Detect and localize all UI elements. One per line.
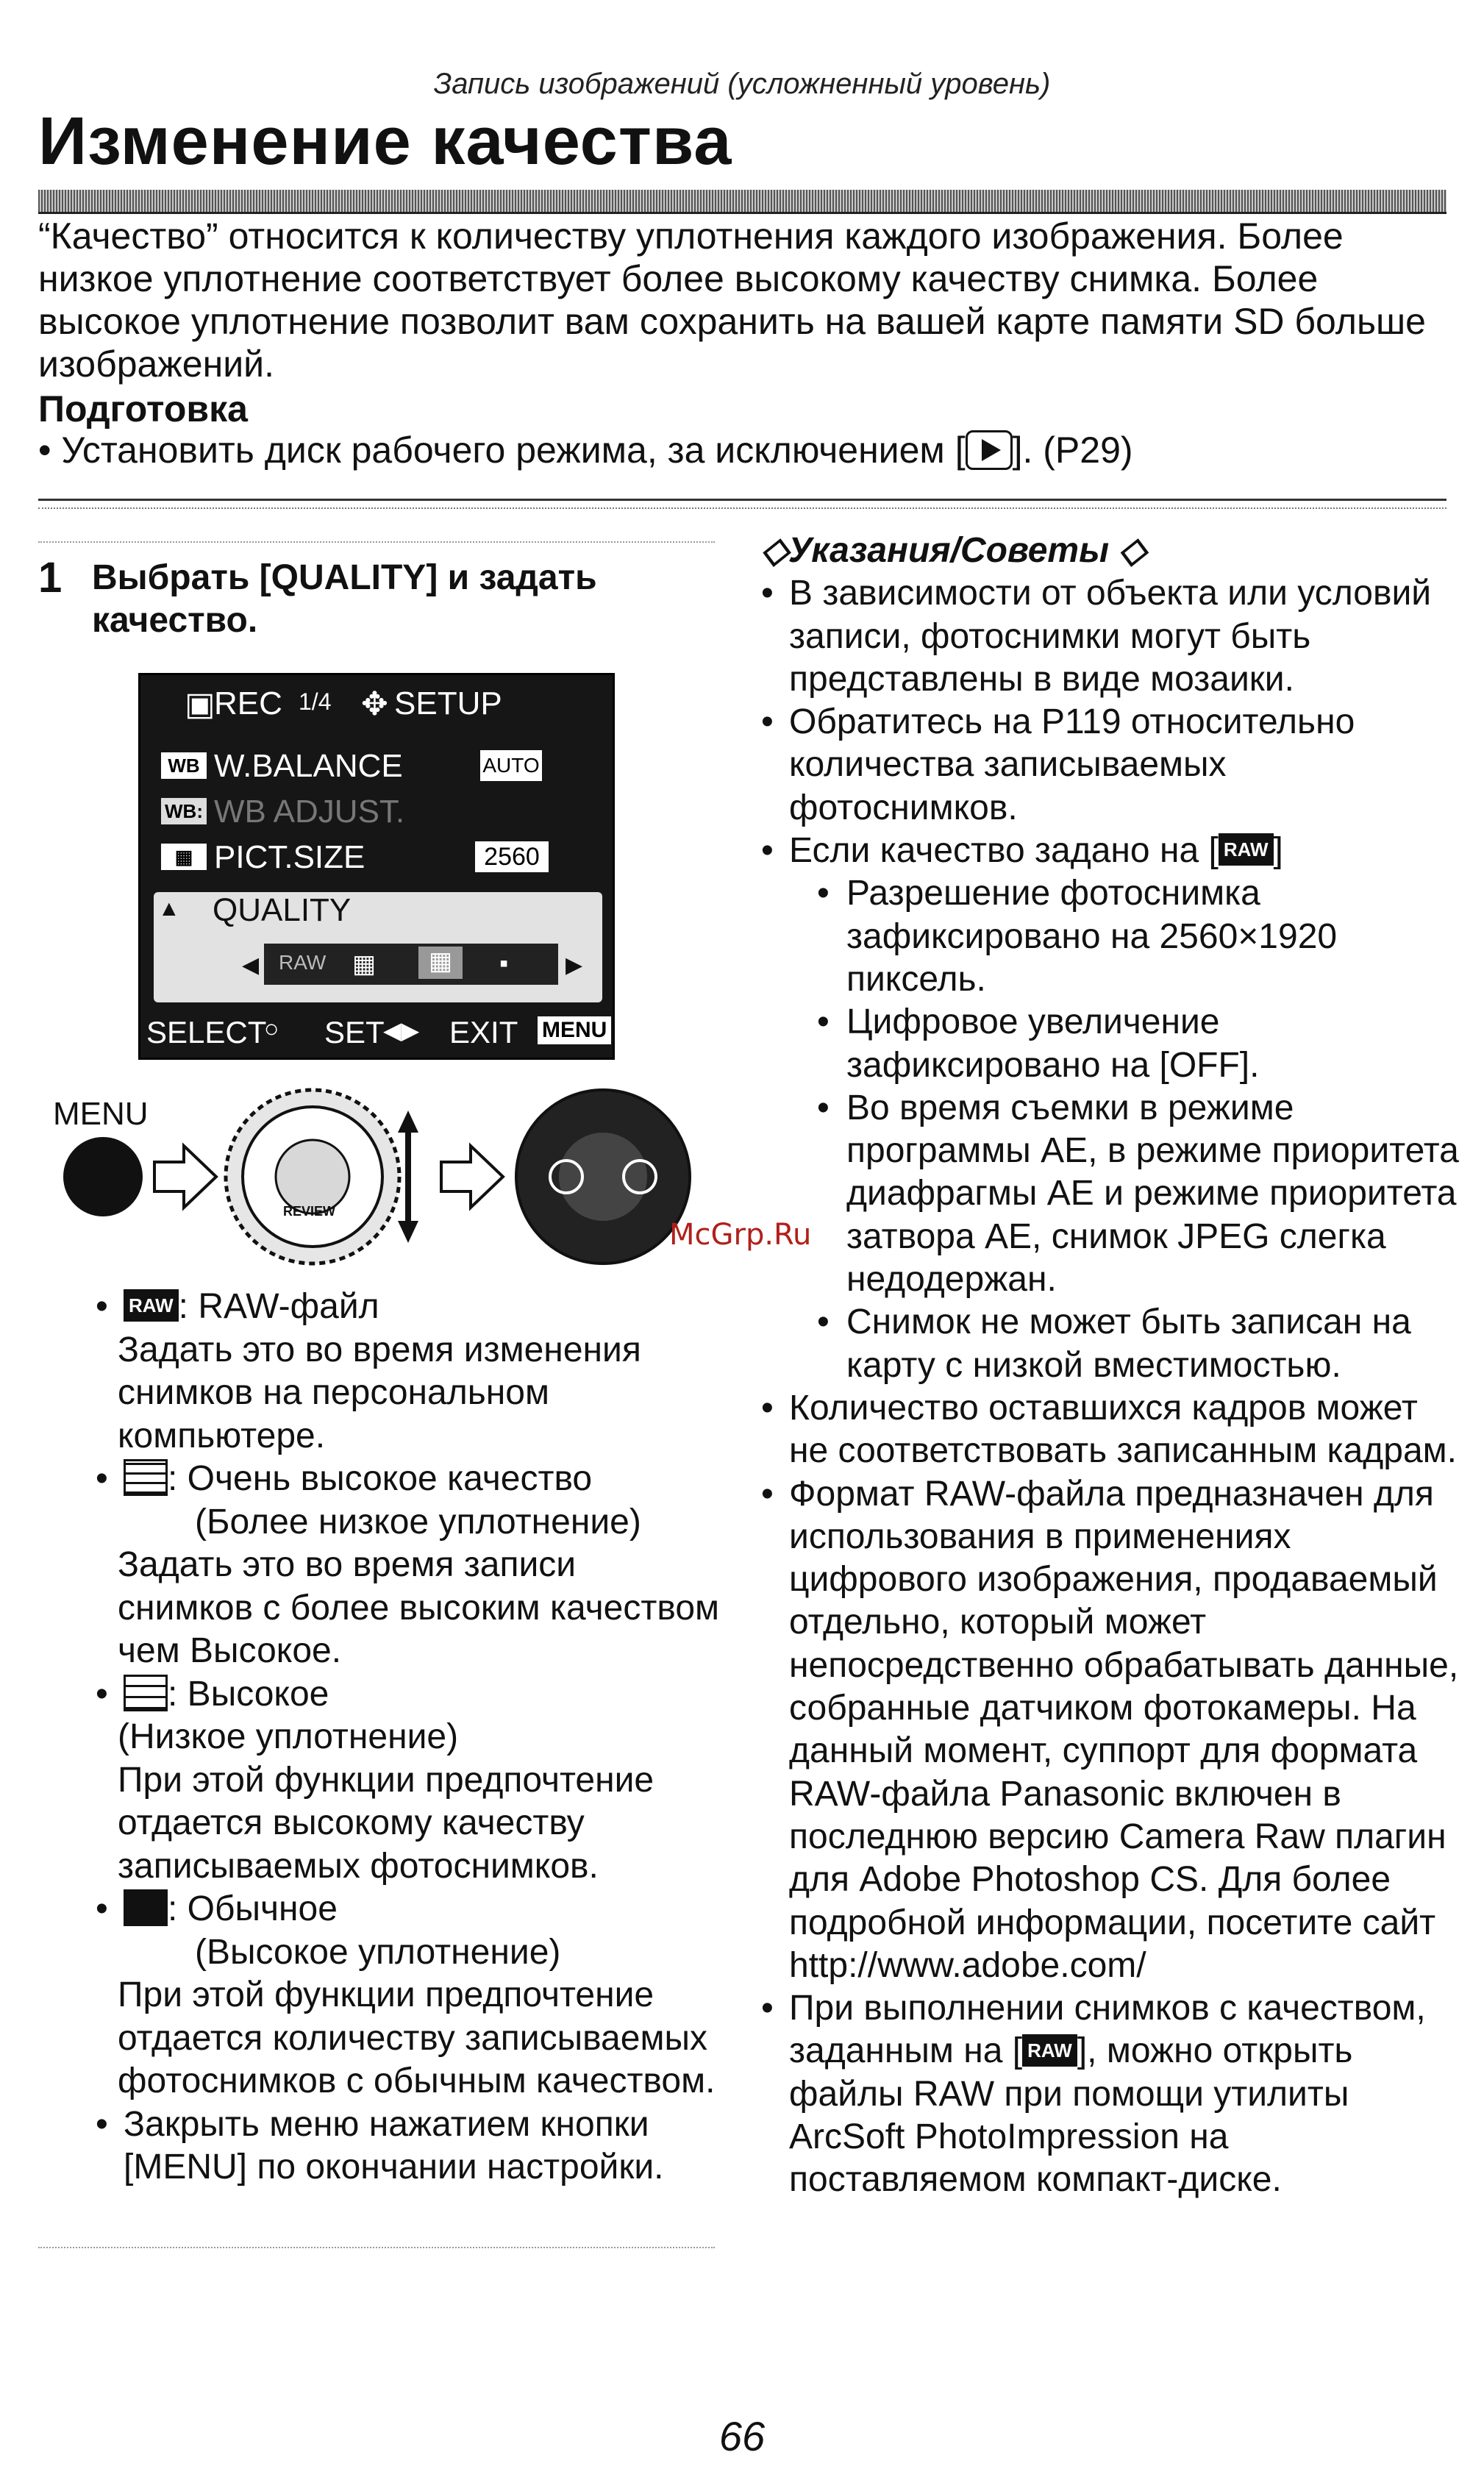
chevron-right-icon: ▶ [566,953,583,977]
list-item-close: • Закрыть меню нажатием кнопки [MENU] по окончании настройки. [96,2103,721,2189]
left-column-bottom-border [38,2247,715,2248]
quality-icon: ▲ [158,897,180,921]
menu-button-label: MENU [53,1096,149,1132]
tip-text-before: Если качество задано на [ [789,831,1219,871]
tip-item [761,1987,1460,2201]
watermark: McGrp.Ru [669,1218,812,1252]
quality-option-fine-plus: ▦ [352,950,377,978]
tip-item: • Количество оставшихся кадров может не соответствовать записанным кадрам. [761,1387,1460,1473]
wb-icon: WB [161,752,207,779]
playback-mode-icon [966,430,1013,470]
page-title: Изменение качества [38,104,732,179]
item-label: : Обычное [168,1889,338,1928]
quality-option-fine: ▦ [418,947,463,979]
quality-option-standard: ▪ [499,949,509,977]
quality-options-bar [264,944,558,985]
item-label: : RAW-файл [178,1287,379,1326]
wrench-icon: ✥ [361,686,388,722]
tips-heading: ◇Указания/Советы ◇ [761,531,1146,570]
lcd-row-picture-size [140,835,613,879]
lcd-exit-label: EXIT [449,1015,518,1049]
standard-icon [124,1889,168,1926]
tip-item: • Обратитесь на P119 относительно количества записываемых фотоснимков. [761,701,1460,830]
page-number: 66 [718,2413,766,2459]
item-subtitle: (Более низкое уплотнение) [195,1502,641,1542]
item-label: : Очень высокое качество [168,1459,593,1498]
left-column-top-border [38,541,715,543]
lcd-row-label: WB ADJUST. [214,794,405,830]
super-fine-icon [124,1459,168,1496]
intro-paragraph: “Качество” относится к количеству уплотнения каждого изображения. Более низкое уплотнение соответствует более высокому качеству снимка. Более высокое уплотнение позволит вам сохранить на вашей карте памяти SD больше изображений. [38,215,1426,385]
lcd-tab-setup: SETUP [394,685,502,721]
item-description: При этой функции предпочтение отдается количеству записываемых фотоснимков с обычным качеством. [118,1975,716,2100]
menu-button-icon [63,1137,143,1216]
list-item [96,1888,721,1931]
tip-text-after: ] [1273,831,1283,871]
lcd-row-white-balance [140,744,613,788]
tip-text-after: ], можно открыть файлы RAW при помощи утилиты ArcSoft PhotoImpression на поставляемом компакт-диске. [789,2031,1353,2200]
left-right-arrows-icon: ◀▶ [383,1017,420,1044]
raw-icon: RAW [1219,833,1274,866]
tip-item: • В зависимости от объекта или условий записи, фотоснимки могут быть представлены в виде мозаики. [761,572,1460,701]
item-subtitle: (Высокое уплотнение) [195,1932,561,1972]
fine-icon [124,1675,168,1711]
arrow-right-icon [441,1146,503,1208]
lcd-row-label: PICT.SIZE [214,839,365,875]
lcd-quality-label: QUALITY [213,892,352,928]
step-instruction: Выбрать [QUALITY] и задать качество. [92,558,597,640]
lcd-row-label: W.BALANCE [214,748,403,784]
lcd-row-value: AUTO [480,750,542,781]
lcd-row-wb-adjust [140,789,613,833]
item-subtitle: (Низкое уплотнение) [118,1717,459,1756]
item-description: Задать это во время записи снимков с более высоким качеством чем Высокое. [118,1545,720,1670]
control-dial-diagram [44,1085,706,1276]
tip-subitem: • Снимок не может быть записан на карту с низкой вместимостью. [817,1301,1460,1387]
preparation-text-before: Установить диск рабочего режима, за исключением [ [61,430,966,471]
list-item [96,1286,721,1329]
tip-subitem: • Разрешение фотоснимка зафиксировано на 2560×1920 пиксель. [817,872,1460,1001]
preparation-text: • Установить диск рабочего режима, за исключением [ ]. (P29) [38,430,1133,471]
raw-icon: RAW [124,1289,179,1322]
chevron-left-icon: ◀ [242,953,260,977]
camera-icon: ▣ [185,686,215,722]
running-header: Запись изображений (усложненный уровень) [433,68,1051,100]
raw-icon: RAW [1022,2034,1077,2067]
lcd-quality-selector [154,892,602,1002]
tip-item: • Формат RAW-файла предназначен для использования в применениях цифрового изображения, продаваемый отдельно, который может непосредственно обрабатывать данные, собранные датчиком фотокамеры. На данный момент, суппорт для формата RAW-файла Panasonic включен в последнюю версию Camera Raw плагин для Adobe Photoshop CS. Для более подробной информации, посетите сайт http://www.adobe.com/ [761,1473,1460,1988]
section-divider [38,499,1446,501]
lcd-tab-page: 1/4 [299,688,332,715]
lcd-set-label: SET [324,1015,385,1049]
step-number: 1 [38,554,63,602]
section-divider-dotted [38,507,1446,509]
review-label: REVIEW [283,1204,336,1219]
lcd-tab-rec: REC [214,685,282,721]
lcd-tab-bar [140,681,613,725]
wb-adjust-icon: WB: [161,798,207,824]
quality-options-list [96,1286,721,2189]
tip-subitem: • Цифровое увеличение зафиксировано на [OFF]. [817,1001,1460,1087]
item-description: Задать это во время изменения снимков на персональном компьютере. [118,1330,641,1455]
picture-size-icon: ▦ [161,844,207,870]
list-item [96,1458,721,1501]
title-underline [38,190,1446,214]
lcd-row-value: 2560 [475,841,549,872]
tip-text-before: При выполнении снимков с качеством, заданным на [ [789,1989,1426,2071]
tip-item [761,830,1460,872]
dial-icon: ○ [264,1015,279,1043]
lcd-menu-chip: MENU [538,1016,611,1044]
arrow-right-icon [154,1146,216,1208]
quality-option-raw: RAW [279,951,327,974]
camera-lcd-menu [138,673,615,1060]
lcd-select-label: SELECT [146,1015,267,1049]
item-description: При этой функции предпочтение отдается высокому качеству записываемых фотоснимков. [118,1760,654,1886]
lcd-bottom-bar [140,1008,613,1058]
item-label: : Высокое [168,1674,329,1714]
preparation-text-after: ]. (P29) [1012,430,1133,471]
tip-subitem: • Во время съемки в режиме программы AE, в режиме приоритета диафрагмы AE и режиме приоритета затвора AE, снимок JPEG слегка недодержан. [817,1087,1460,1301]
preparation-heading: Подготовка [38,388,248,430]
tips-column [761,530,1460,2202]
list-item [96,1673,721,1717]
